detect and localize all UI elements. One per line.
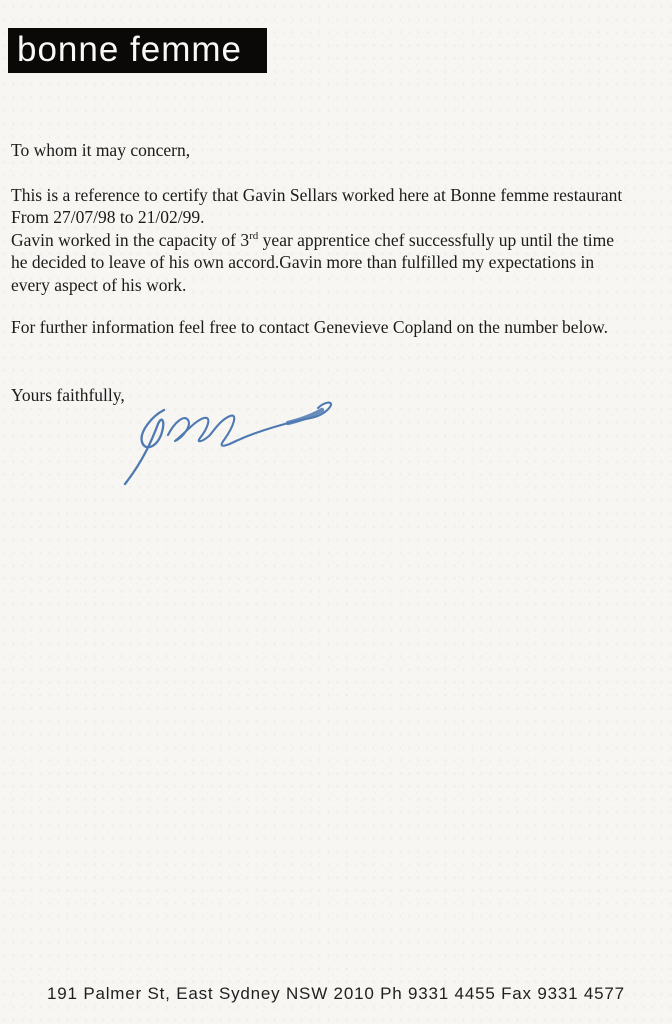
reference-paragraph — [11, 184, 622, 296]
reference-line-2: From 27/07/98 to 21/02/99. — [11, 207, 205, 228]
salutation: To whom it may concern, — [11, 140, 191, 160]
reference-line-3-tail: year apprentice chef successfully up until the time — [258, 229, 614, 250]
footer-address: 191 Palmer St, East Sydney NSW 2010 Ph 9331 4455 Fax 9331 4577 — [47, 984, 625, 1003]
reference-line-3-text: Gavin worked in the capacity of 3 — [11, 229, 250, 250]
contact-paragraph: For further information feel free to contact Genevieve Copland on the number below. — [11, 317, 609, 337]
reference-line-1: This is a reference to certify that Gavin Sellars worked here at Bonne femme restaurant — [11, 185, 623, 205]
reference-line-3 — [11, 229, 622, 251]
signature-scrawl — [112, 394, 357, 490]
reference-line-4: he decided to leave of his own accord.Gavin more than fulfilled my expectations in — [11, 252, 595, 273]
closing-line: Yours faithfully, — [11, 385, 125, 405]
company-logo — [8, 28, 267, 73]
reference-line-5: every aspect of his work. — [11, 274, 187, 295]
ordinal-superscript: rd — [249, 229, 259, 242]
company-logo-text: bonne femme — [17, 30, 243, 69]
